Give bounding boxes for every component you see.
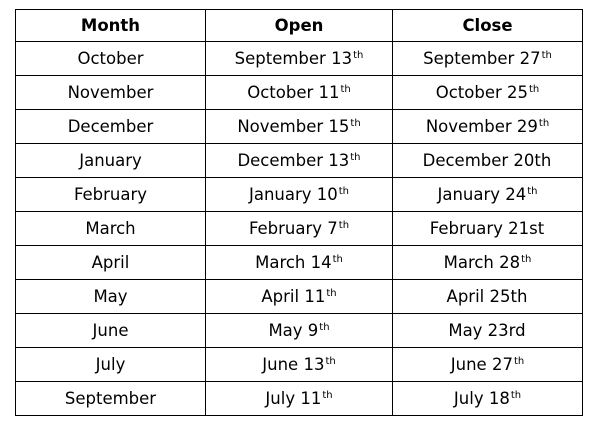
close-date-text: March 28: [443, 253, 521, 272]
close-date-text: October 25: [435, 83, 528, 102]
open-ordinal-suffix: th: [340, 84, 351, 95]
close-date-cell: [393, 212, 583, 246]
table-row: [16, 144, 583, 178]
month-text: April: [91, 253, 130, 272]
month-text: November: [67, 83, 154, 102]
open-ordinal-suffix: th: [325, 356, 336, 367]
open-date-cell: [206, 314, 393, 348]
close-date-text: July 18: [453, 389, 510, 408]
table-row: [16, 280, 583, 314]
month-text: March: [85, 219, 136, 238]
open-date-text: November 15: [237, 117, 350, 136]
close-date-text: December 20th: [422, 151, 552, 170]
close-date-text: September 27: [423, 49, 541, 68]
month-text: July: [95, 355, 126, 374]
open-ordinal-suffix: th: [350, 118, 361, 129]
header-open: Open: [206, 10, 393, 42]
open-date-text: September 13: [234, 49, 353, 68]
open-date-text: June 13: [262, 355, 325, 374]
month-text: February: [73, 185, 148, 204]
header-row: [16, 10, 583, 42]
open-date-text: December 13: [237, 151, 350, 170]
close-ordinal-suffix: th: [541, 50, 552, 61]
table-row: [16, 42, 583, 76]
month-cell: [16, 76, 206, 110]
close-date-cell: [393, 42, 583, 76]
close-date-text: May 23rd: [448, 321, 526, 340]
open-date-cell: [206, 246, 393, 280]
month-cell: [16, 382, 206, 416]
table-row: [16, 246, 583, 280]
month-cell: [16, 212, 206, 246]
open-date-text: May 9: [268, 321, 319, 340]
close-date-cell: [393, 280, 583, 314]
month-cell: [16, 144, 206, 178]
close-date-cell: [393, 382, 583, 416]
month-cell: [16, 280, 206, 314]
header-close: Close: [393, 10, 583, 42]
month-cell: [16, 314, 206, 348]
open-ordinal-suffix: th: [353, 50, 364, 61]
table-row: [16, 382, 583, 416]
month-cell: [16, 348, 206, 382]
month-text: December: [67, 117, 154, 136]
month-text: October: [77, 49, 144, 68]
close-date-cell: [393, 348, 583, 382]
close-ordinal-suffix: th: [510, 390, 522, 401]
open-date-text: October 11: [247, 83, 340, 102]
month-text: January: [79, 151, 142, 170]
open-date-cell: [206, 382, 393, 416]
table-row: [16, 212, 583, 246]
table-row: [16, 348, 583, 382]
close-date-cell: [393, 314, 583, 348]
month-text: September: [64, 389, 157, 408]
close-ordinal-suffix: th: [529, 84, 540, 95]
close-date-cell: [393, 76, 583, 110]
open-date-text: April 11: [261, 287, 326, 306]
schedule-table: [15, 9, 583, 416]
open-date-cell: [206, 348, 393, 382]
open-date-cell: [206, 144, 393, 178]
table-row: [16, 178, 583, 212]
close-date-text: November 29: [425, 117, 538, 136]
close-ordinal-suffix: th: [521, 254, 532, 265]
open-ordinal-suffix: th: [332, 254, 343, 265]
table-row: [16, 110, 583, 144]
close-date-cell: [393, 110, 583, 144]
open-date-cell: [206, 110, 393, 144]
close-date-cell: [393, 144, 583, 178]
month-text: May: [93, 287, 128, 306]
month-cell: [16, 178, 206, 212]
close-date-text: April 25th: [446, 287, 528, 306]
open-date-cell: [206, 212, 393, 246]
close-date-text: January 24: [437, 185, 527, 204]
close-date-cell: [393, 178, 583, 212]
open-ordinal-suffix: th: [350, 152, 361, 163]
open-date-cell: [206, 76, 393, 110]
open-date-text: February 7: [248, 219, 338, 238]
open-date-text: March 14: [255, 253, 332, 272]
table-row: [16, 314, 583, 348]
open-date-cell: [206, 178, 393, 212]
close-date-text: June 27: [450, 355, 513, 374]
close-ordinal-suffix: th: [513, 356, 525, 367]
open-ordinal-suffix: th: [338, 186, 350, 197]
month-cell: [16, 110, 206, 144]
open-ordinal-suffix: th: [322, 390, 333, 401]
open-date-cell: [206, 280, 393, 314]
open-date-text: January 10: [248, 185, 338, 204]
open-ordinal-suffix: th: [319, 322, 330, 333]
month-cell: [16, 246, 206, 280]
table-row: [16, 76, 583, 110]
close-date-text: February 21st: [429, 219, 545, 238]
open-date-cell: [206, 42, 393, 76]
header-month: Month: [16, 10, 206, 42]
table-body: [16, 42, 583, 416]
month-cell: [16, 42, 206, 76]
close-ordinal-suffix: th: [527, 186, 538, 197]
open-ordinal-suffix: th: [338, 220, 350, 231]
month-text: June: [92, 321, 129, 340]
open-ordinal-suffix: th: [326, 288, 337, 299]
open-date-text: July 11: [265, 389, 322, 408]
close-date-cell: [393, 246, 583, 280]
close-ordinal-suffix: th: [538, 118, 550, 129]
